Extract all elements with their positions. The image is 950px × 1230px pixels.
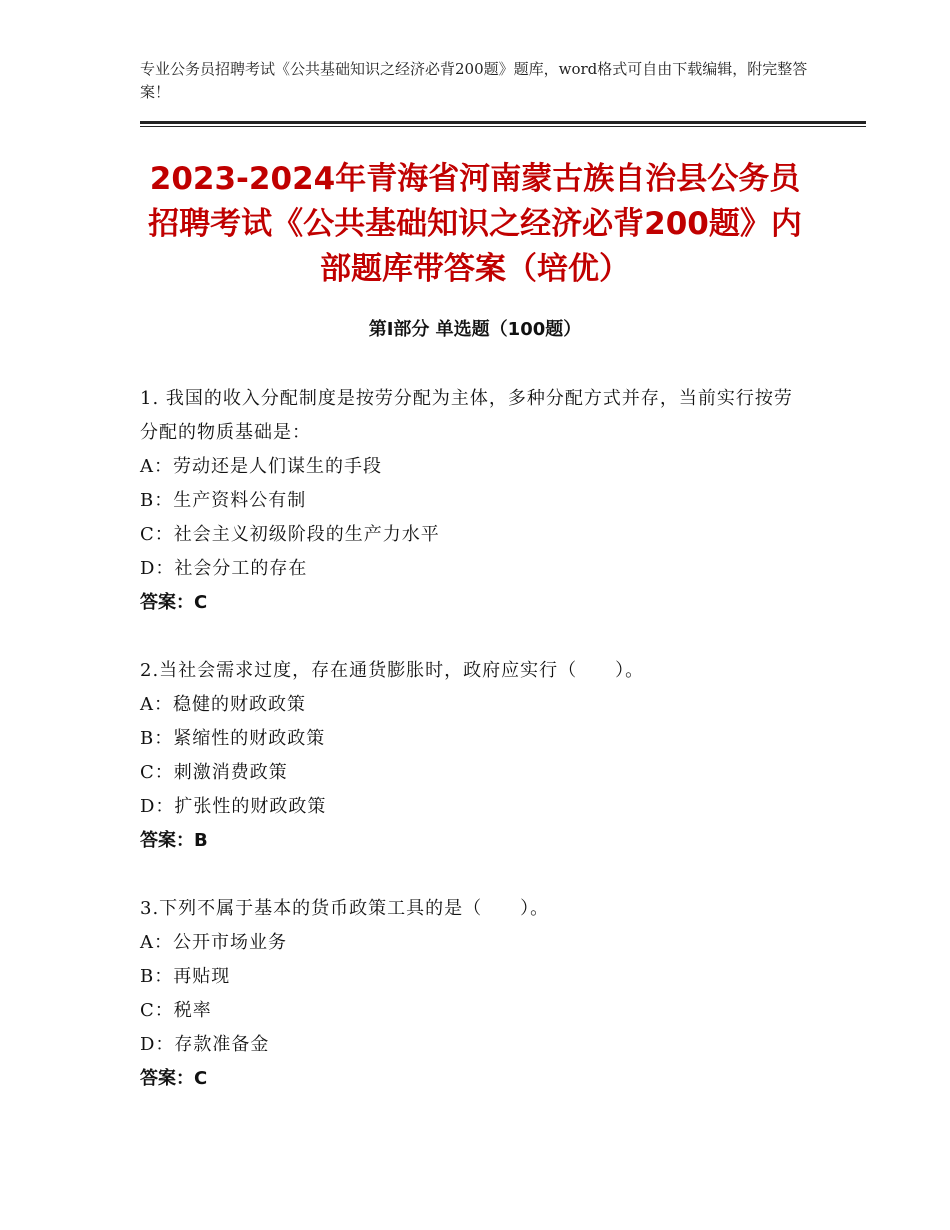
option-b: B：生产资料公有制 bbox=[140, 490, 307, 511]
option-d: D：扩张性的财政政策 bbox=[140, 796, 327, 817]
option-a: A：公开市场业务 bbox=[140, 932, 287, 953]
option-b: B：再贴现 bbox=[140, 966, 231, 987]
answer: 答案：C bbox=[140, 592, 208, 613]
answer: 答案：C bbox=[140, 1068, 208, 1089]
question-2 bbox=[140, 654, 810, 858]
option-a: A：稳健的财政政策 bbox=[140, 694, 306, 715]
option-b: B：紧缩性的财政政策 bbox=[140, 728, 326, 749]
answer: 答案：B bbox=[140, 830, 208, 851]
header-divider bbox=[140, 121, 866, 124]
question-stem: 3.下列不属于基本的货币政策工具的是（ ）。 bbox=[140, 898, 550, 919]
option-c: C：社会主义初级阶段的生产力水平 bbox=[140, 524, 440, 545]
question-1 bbox=[140, 382, 810, 620]
header-note: 专业公务员招聘考试《公共基础知识之经济必背200题》题库，word格式可自由下载编辑，附完整答案！ bbox=[140, 60, 808, 101]
option-d: D：存款准备金 bbox=[140, 1034, 270, 1055]
section-title: 第Ⅰ部分 单选题（100题） bbox=[368, 319, 582, 340]
option-c: C：刺激消费政策 bbox=[140, 762, 288, 783]
option-a: A：劳动还是人们谋生的手段 bbox=[140, 456, 382, 477]
option-d: D：社会分工的存在 bbox=[140, 558, 308, 579]
question-list bbox=[140, 382, 810, 1130]
document-title: 2023-2024年青海省河南蒙古族自治县公务员招聘考试《公共基础知识之经济必背200题》内部题库带答案（培优） bbox=[148, 161, 802, 287]
question-stem: 1. 我国的收入分配制度是按劳分配为主体，多种分配方式并存，当前实行按劳分配的物质基础是： bbox=[140, 388, 793, 443]
question-stem: 2.当社会需求过度，存在通货膨胀时，政府应实行（ ）。 bbox=[140, 660, 645, 681]
option-c: C：税率 bbox=[140, 1000, 212, 1021]
question-3 bbox=[140, 892, 810, 1096]
